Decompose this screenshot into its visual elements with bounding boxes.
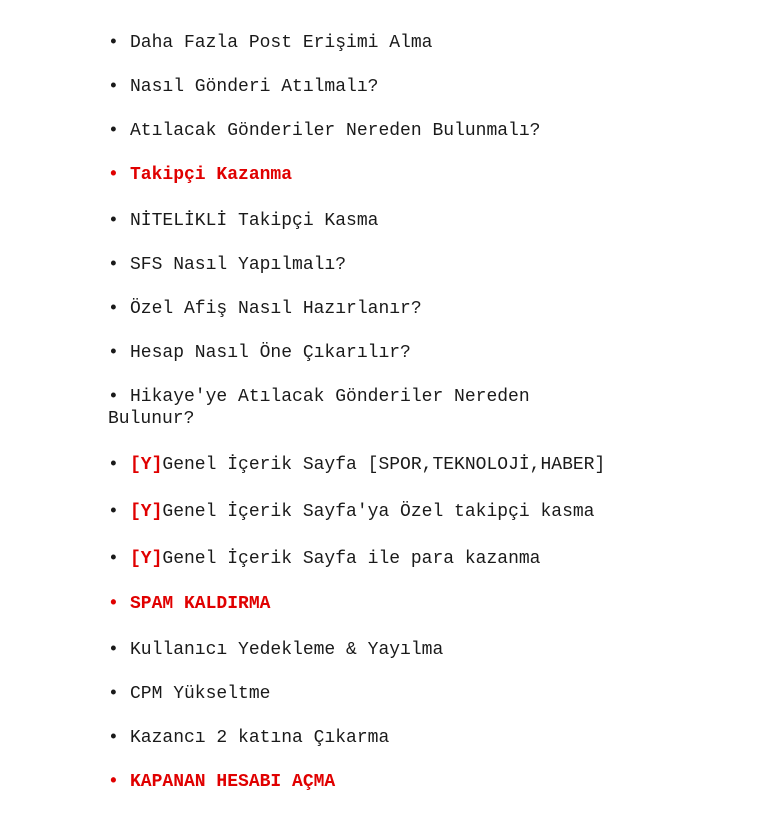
list-item-label: Atılacak Gönderiler Nereden Bulunmalı? — [130, 121, 541, 141]
list-item-label: Özel Afiş Nasıl Hazırlanır? — [130, 299, 422, 319]
bullet: • — [108, 728, 119, 748]
list-item-label: Hesap Nasıl Öne Çıkarılır? — [130, 343, 411, 363]
bullet: • — [108, 299, 119, 319]
bullet: • — [108, 211, 119, 231]
bullet: • — [108, 33, 119, 53]
list-item — [108, 454, 668, 476]
bullet: • — [108, 549, 119, 569]
list-item-label: KAPANAN HESABI AÇMA — [130, 772, 336, 792]
list-item — [108, 32, 668, 54]
list-item-label: Hikaye'ye Atılacak Gönderiler Nereden Bulunur? — [108, 387, 530, 429]
bullet: • — [108, 640, 119, 660]
list-item-label: Kullanıcı Yedekleme & Yayılma — [130, 640, 444, 660]
list-item — [108, 386, 588, 430]
list-item — [108, 210, 668, 232]
list-item — [108, 120, 668, 142]
bullet: • — [108, 684, 119, 704]
list-item-label: SPAM KALDIRMA — [130, 594, 271, 614]
list-item — [108, 76, 668, 98]
list-item — [108, 727, 668, 749]
list-item-label: Genel İçerik Sayfa'ya Özel takipçi kasma — [162, 502, 595, 522]
list-item-tag: [Y] — [130, 502, 163, 522]
bullet: • — [108, 455, 119, 475]
list-item — [108, 501, 668, 523]
bullet: • — [108, 343, 119, 363]
list-item — [108, 639, 668, 661]
bullet: • — [108, 165, 119, 185]
bullet: • — [108, 121, 119, 141]
list-item-label: Kazancı 2 katına Çıkarma — [130, 728, 390, 748]
bullet: • — [108, 594, 119, 614]
list-item-highlighted — [108, 771, 668, 793]
bullet: • — [108, 502, 119, 522]
list-item-label: Genel İçerik Sayfa ile para kazanma — [162, 549, 541, 569]
list-item — [108, 298, 668, 320]
list-item-label: Nasıl Gönderi Atılmalı? — [130, 77, 379, 97]
list-item — [108, 254, 668, 276]
bullet: • — [108, 772, 119, 792]
list-item-tag: [Y] — [130, 455, 163, 475]
bullet: • — [108, 77, 119, 97]
list-item-highlighted — [108, 593, 668, 615]
list-item-label: NİTELİKLİ Takipçi Kasma — [130, 211, 379, 231]
bullet: • — [108, 387, 119, 407]
list-item — [108, 342, 668, 364]
list-item-label: SFS Nasıl Yapılmalı? — [130, 255, 347, 275]
list-item — [108, 548, 668, 570]
list-item-tag: [Y] — [130, 549, 163, 569]
list-item — [108, 683, 668, 705]
list-item-label: Takipçi Kazanma — [130, 165, 293, 185]
list-item-label: Daha Fazla Post Erişimi Alma — [130, 33, 433, 53]
list-item-label: Genel İçerik Sayfa [SPOR,TEKNOLOJİ,HABER] — [162, 455, 606, 475]
list-item-highlighted — [108, 164, 668, 186]
list-item-label: CPM Yükseltme — [130, 684, 271, 704]
bullet: • — [108, 255, 119, 275]
